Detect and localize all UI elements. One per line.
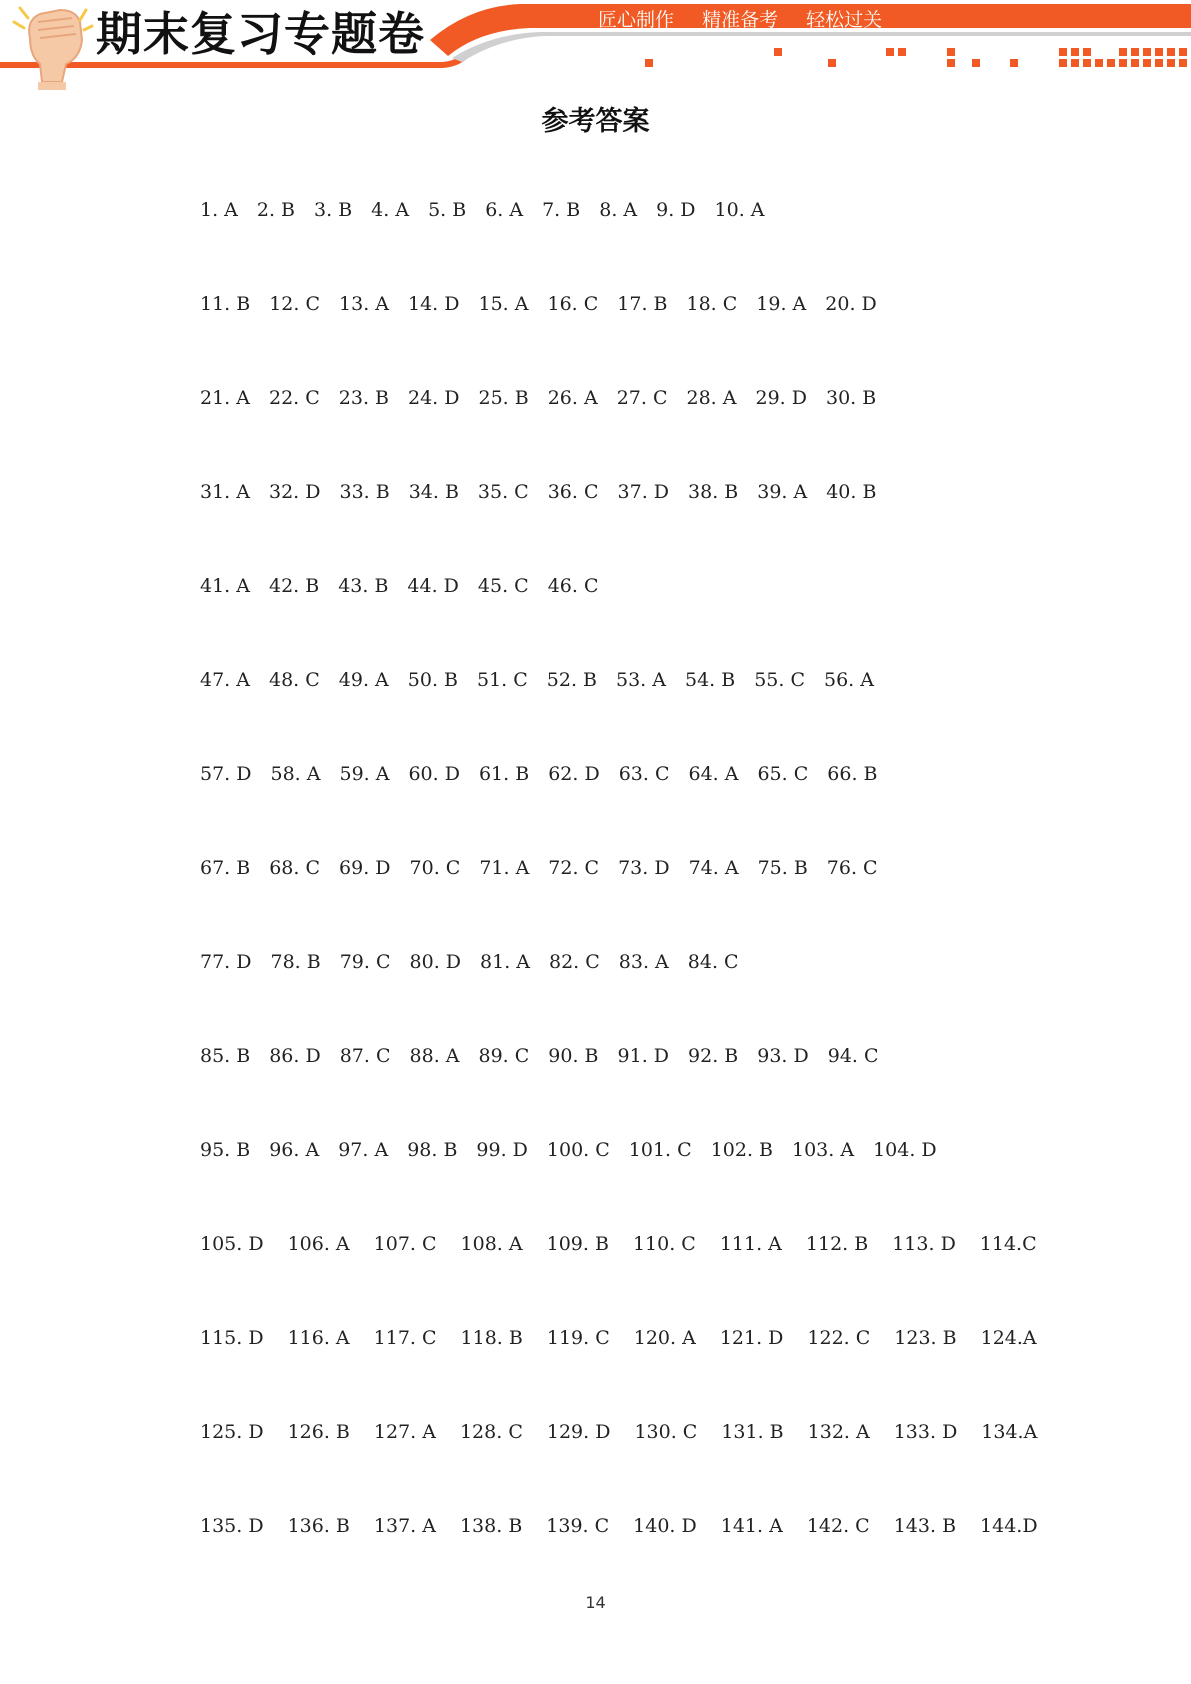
answer-item: 11. B <box>200 293 251 315</box>
answer-item: 102. B <box>710 1139 773 1161</box>
answer-row <box>200 942 1100 1036</box>
answer-item: 17. B <box>617 293 668 315</box>
answer-item: 14. D <box>408 293 460 315</box>
answer-item: 139. C <box>546 1515 610 1537</box>
answer-item: 132. A <box>807 1421 870 1443</box>
answer-item: 65. C <box>757 763 809 785</box>
answer-item: 75. B <box>757 857 808 879</box>
answer-item: 138. B <box>459 1515 523 1537</box>
answer-item: 70. C <box>409 857 461 879</box>
answer-item: 63. C <box>618 763 670 785</box>
answer-row <box>200 378 1100 472</box>
answer-item: 41. A <box>200 575 250 597</box>
answer-item: 32. D <box>268 481 321 503</box>
answer-item: 21. A <box>200 387 250 409</box>
answer-item: 88. A <box>409 1045 460 1067</box>
answer-item: 29. D <box>755 387 807 409</box>
answer-item: 55. C <box>754 669 805 691</box>
answer-item: 50. B <box>407 669 458 691</box>
answer-item: 48. C <box>268 669 320 691</box>
answer-item: 56. A <box>824 669 874 691</box>
answer-item: 77. D <box>200 951 252 973</box>
answer-item: 100. C <box>546 1139 610 1161</box>
answer-item: 44. D <box>407 575 459 597</box>
answer-item: 22. C <box>268 387 320 409</box>
answer-item: 74. A <box>688 857 739 879</box>
answer-item: 76. C <box>826 857 878 879</box>
answer-item: 27. C <box>616 387 668 409</box>
answer-row <box>200 1318 1100 1412</box>
answer-item: 105. D <box>200 1233 264 1255</box>
slogan-item: 精准备考 <box>702 9 779 31</box>
answer-item: 43. B <box>338 575 389 597</box>
answer-item: 136. B <box>287 1515 350 1537</box>
answer-item: 99. D <box>476 1139 528 1161</box>
answer-item: 28. A <box>686 387 737 409</box>
answer-item: 86. D <box>269 1045 321 1067</box>
answer-item: 57. D <box>200 763 252 785</box>
answer-item: 79. C <box>339 951 391 973</box>
answer-item: 137. A <box>373 1515 436 1537</box>
answer-item: 54. B <box>684 669 736 691</box>
answer-item: 37. D <box>617 481 670 503</box>
answer-item: 118. B <box>460 1327 523 1349</box>
answer-item: 110. C <box>632 1233 696 1255</box>
answer-item: 78. B <box>270 951 321 973</box>
answer-item: 113. D <box>892 1233 956 1255</box>
answer-item: 7. B <box>542 199 581 221</box>
answer-item: 81. A <box>480 951 530 973</box>
answer-item: 101. C <box>628 1139 692 1161</box>
header-slogan <box>598 8 904 32</box>
answer-item: 123. B <box>894 1327 957 1349</box>
answer-item: 20. D <box>825 293 877 315</box>
answer-row <box>200 660 1100 754</box>
answer-item: 135. D <box>200 1515 264 1537</box>
answer-item: 52. B <box>546 669 597 691</box>
answer-item: 6. A <box>485 199 524 221</box>
answer-item: 119. C <box>546 1327 610 1349</box>
answer-item: 90. B <box>548 1045 599 1067</box>
answer-item: 108. A <box>460 1233 523 1255</box>
answer-item: 64. A <box>688 763 739 785</box>
answer-item: 2. B <box>256 199 296 221</box>
answer-item: 133. D <box>893 1421 958 1443</box>
answer-item: 71. A <box>479 857 530 879</box>
answer-item: 39. A <box>757 481 808 503</box>
answer-item: 58. A <box>270 763 321 785</box>
header-title: 期末复习专题卷 <box>96 7 425 61</box>
answer-item: 111. A <box>719 1233 782 1255</box>
answer-row <box>200 190 1100 284</box>
answer-item: 49. A <box>338 669 389 691</box>
answer-item: 117. C <box>373 1327 437 1349</box>
slogan-item: 匠心制作 <box>598 9 675 31</box>
answer-item: 36. C <box>547 481 599 503</box>
answer-item: 9. D <box>656 199 696 221</box>
answer-row <box>200 472 1100 566</box>
answer-item: 5. B <box>428 199 467 221</box>
answer-item: 51. C <box>476 669 528 691</box>
answer-item: 91. D <box>617 1045 670 1067</box>
answer-item: 68. C <box>269 857 321 879</box>
answer-item: 128. C <box>459 1421 523 1443</box>
answer-item: 109. B <box>546 1233 609 1255</box>
answer-item: 67. B <box>200 857 251 879</box>
answer-item: 30. B <box>825 387 877 409</box>
answer-row <box>200 1412 1100 1506</box>
answer-item: 72. C <box>548 857 600 879</box>
answer-item: 87. C <box>339 1045 391 1067</box>
answer-row <box>200 566 1100 660</box>
answer-row <box>200 1036 1100 1130</box>
answer-item: 13. A <box>339 293 389 315</box>
answer-item: 85. B <box>200 1045 251 1067</box>
answer-item: 141. A <box>720 1515 783 1537</box>
answer-item: 95. B <box>200 1139 251 1161</box>
answer-item: 134.A <box>981 1421 1038 1443</box>
answer-item: 40. B <box>826 481 877 503</box>
answer-item: 80. D <box>409 951 462 973</box>
answer-item: 24. D <box>408 387 460 409</box>
answer-item: 35. C <box>477 481 529 503</box>
answer-item: 61. B <box>478 763 530 785</box>
answer-item: 82. C <box>549 951 600 973</box>
answer-item: 92. B <box>688 1045 739 1067</box>
answer-item: 116. A <box>287 1327 350 1349</box>
answer-item: 33. B <box>339 481 390 503</box>
answer-item: 25. B <box>478 387 529 409</box>
answer-item: 143. B <box>893 1515 957 1537</box>
answer-row <box>200 284 1100 378</box>
answer-item: 96. A <box>269 1139 320 1161</box>
answer-item: 59. A <box>339 763 390 785</box>
answer-item: 125. D <box>200 1421 264 1443</box>
answer-item: 97. A <box>338 1139 389 1161</box>
answer-item: 46. C <box>547 575 599 597</box>
answer-item: 73. D <box>618 857 670 879</box>
answer-item: 53. A <box>616 669 666 691</box>
answer-item: 42. B <box>268 575 320 597</box>
answer-item: 127. A <box>373 1421 436 1443</box>
answer-item: 19. A <box>756 293 807 315</box>
answer-item: 121. D <box>719 1327 784 1349</box>
answer-item: 103. A <box>792 1139 855 1161</box>
answer-row <box>200 1224 1100 1318</box>
page-title: 参考答案 <box>541 106 650 137</box>
answer-item: 18. C <box>686 293 738 315</box>
answer-item: 16. C <box>547 293 599 315</box>
answer-item: 124.A <box>980 1327 1037 1349</box>
answer-item: 89. C <box>478 1045 530 1067</box>
page-header <box>0 0 1191 90</box>
answer-item: 94. C <box>827 1045 879 1067</box>
answer-item: 120. A <box>633 1327 696 1349</box>
answer-list <box>200 190 1100 1600</box>
answer-row <box>200 1130 1100 1224</box>
answer-item: 10. A <box>714 199 765 221</box>
answer-item: 140. D <box>633 1515 697 1537</box>
answer-item: 4. A <box>371 199 410 221</box>
answer-item: 122. C <box>807 1327 871 1349</box>
answer-item: 23. B <box>338 387 389 409</box>
answer-item: 69. D <box>339 857 391 879</box>
answer-item: 144.D <box>980 1515 1038 1537</box>
answer-item: 15. A <box>478 293 529 315</box>
answer-row <box>200 754 1100 848</box>
answer-row <box>200 1506 1100 1600</box>
answer-item: 45. C <box>477 575 529 597</box>
answer-item: 83. A <box>618 951 669 973</box>
fist-icon <box>14 8 92 90</box>
slogan-item: 轻松过关 <box>806 9 883 31</box>
answer-item: 114.C <box>979 1233 1037 1255</box>
answer-item: 62. D <box>548 763 600 785</box>
answer-item: 104. D <box>873 1139 937 1161</box>
answer-item: 3. B <box>314 199 353 221</box>
answer-item: 47. A <box>200 669 250 691</box>
answer-item: 107. C <box>373 1233 437 1255</box>
answer-item: 8. A <box>599 199 638 221</box>
answer-item: 115. D <box>200 1327 264 1349</box>
page-number: 14 <box>585 1593 606 1612</box>
answer-item: 106. A <box>287 1233 350 1255</box>
answer-item: 31. A <box>200 481 250 503</box>
answer-item: 38. B <box>688 481 739 503</box>
answer-item: 60. D <box>408 763 460 785</box>
answer-item: 34. B <box>408 481 459 503</box>
answer-item: 130. C <box>634 1421 698 1443</box>
answer-item: 126. B <box>287 1421 350 1443</box>
answer-item: 1. A <box>200 199 238 221</box>
answer-item: 26. A <box>547 387 598 409</box>
answer-item: 84. C <box>687 951 739 973</box>
answer-item: 112. B <box>805 1233 869 1255</box>
answer-item: 12. C <box>269 293 321 315</box>
answer-item: 66. B <box>827 763 878 785</box>
answer-item: 98. B <box>407 1139 458 1161</box>
answer-item: 93. D <box>757 1045 809 1067</box>
answer-item: 142. C <box>806 1515 870 1537</box>
answer-item: 129. D <box>546 1421 611 1443</box>
answer-item: 131. B <box>721 1421 784 1443</box>
answer-row <box>200 848 1100 942</box>
